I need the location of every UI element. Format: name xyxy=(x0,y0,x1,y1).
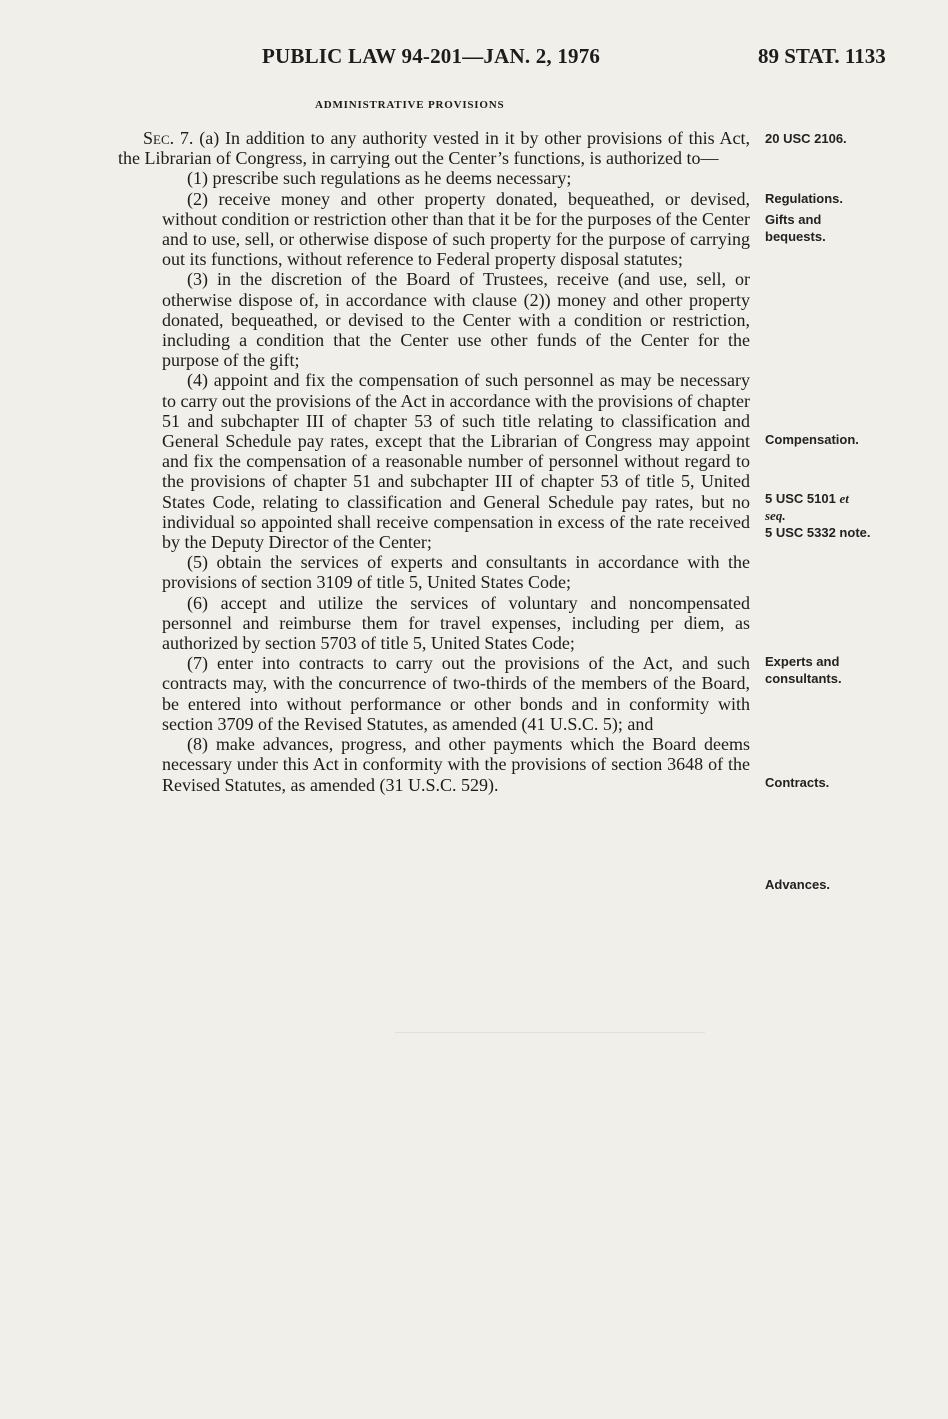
clause-6: (6) accept and utilize the services of voluntary and noncompensated personnel and reimburse them for travel expenses, including per diem, as authorized by section 5703 of title 5, United States Code; xyxy=(162,592,750,654)
margin-note-5-usc-5101 xyxy=(765,490,871,541)
margin-note-compensation: Compensation. xyxy=(765,432,859,447)
running-header-title: PUBLIC LAW 94-201—JAN. 2, 1976 xyxy=(262,44,601,68)
margin-note-experts-line2: consultants. xyxy=(765,671,842,686)
margin-note-gifts-line1: Gifts and xyxy=(765,212,822,227)
clause-5: (5) obtain the services of experts and consultants in accordance with the provisions of section 3109 of title 5, United States Code; xyxy=(162,552,750,593)
section-heading: ADMINISTRATIVE PROVISIONS xyxy=(315,99,505,111)
clause-1: (1) prescribe such regulations as he deems necessary; xyxy=(187,168,572,189)
margin-note-20-usc-2106: 20 USC 2106. xyxy=(765,131,847,146)
usc-5101-text: 5 USC 5101 xyxy=(765,491,840,506)
margin-note-advances: Advances. xyxy=(765,877,831,892)
bleed-through-rule xyxy=(395,1032,705,1033)
margin-note-regulations: Regulations. xyxy=(765,191,844,206)
running-header-page: 89 STAT. 1133 xyxy=(758,44,886,68)
section-label: Sec. xyxy=(143,128,175,148)
clause-7: (7) enter into contracts to carry out the provisions of the Act, and such contracts may, with the concurrence of two-thirds of the members of the Board, be entered into without performance or other bonds and in conformity with section 3709 of the Revised Statutes, as amended (41 U.S.C. 5); and xyxy=(162,653,750,734)
clause-4: (4) appoint and fix the compensation of such personnel as may be necessary to carry out the provisions of the Act in accordance with the provisions of chapter 51 and subchapter III of chapter 53 of such title relating to classification and General Schedule pay rates, except that the Librarian of Congress may appoint and fix the compensation of a reasonable number of personnel without regard to the provisions of chapter 51 and subchapter III of chapter 53 of title 5, United States Code, relating to classification and General Schedule pay rates, but no individual so appointed shall receive compensation in excess of the rate received by the Deputy Director of the Center; xyxy=(162,370,750,553)
usc-5101-seq: seq. xyxy=(765,508,786,523)
margin-note-5-usc-5332: 5 USC 5332 note. xyxy=(765,525,871,540)
margin-note-5-usc-5101-line1 xyxy=(765,490,871,507)
clause-3: (3) in the discretion of the Board of Trustees, receive (and use, sell, or otherwise dispose of, in accordance with clause (2)) money and other property donated, bequeathed, or devised to the Center with a condition or restriction, including a condition that the Center use other funds of the Center for the purpose of the gift; xyxy=(162,269,750,371)
clause-2: (2) receive money and other property donated, bequeathed, or devised, without condition or restriction other than that it be for the purposes of the Center and to use, sell, or otherwise dispose of such property for the purpose of carrying out its functions, without reference to Federal property disposal statutes; xyxy=(162,188,750,270)
margin-note-gifts-line2: bequests. xyxy=(765,229,826,244)
clause-8: (8) make advances, progress, and other payments which the Board deems necessary under this Act in conformity with the provisions of section 3648 of the Revised Statutes, as amended (31 U.S.C. 529). xyxy=(162,734,750,795)
section-body xyxy=(118,128,750,795)
margin-note-contracts: Contracts. xyxy=(765,775,830,790)
section-lead-text: 7. (a) In addition to any authority vested in it by other provisions of this Act, the Librarian of Congress, in carrying out the Center’s functions, is authorized to— xyxy=(118,128,750,169)
margin-note-experts-line1: Experts and xyxy=(765,654,840,669)
margin-note-experts xyxy=(765,653,842,687)
section-lead xyxy=(118,128,750,168)
margin-note-5-usc-5101-line2 xyxy=(765,507,871,524)
usc-5101-et: et xyxy=(839,491,849,506)
margin-note-gifts xyxy=(765,211,826,245)
